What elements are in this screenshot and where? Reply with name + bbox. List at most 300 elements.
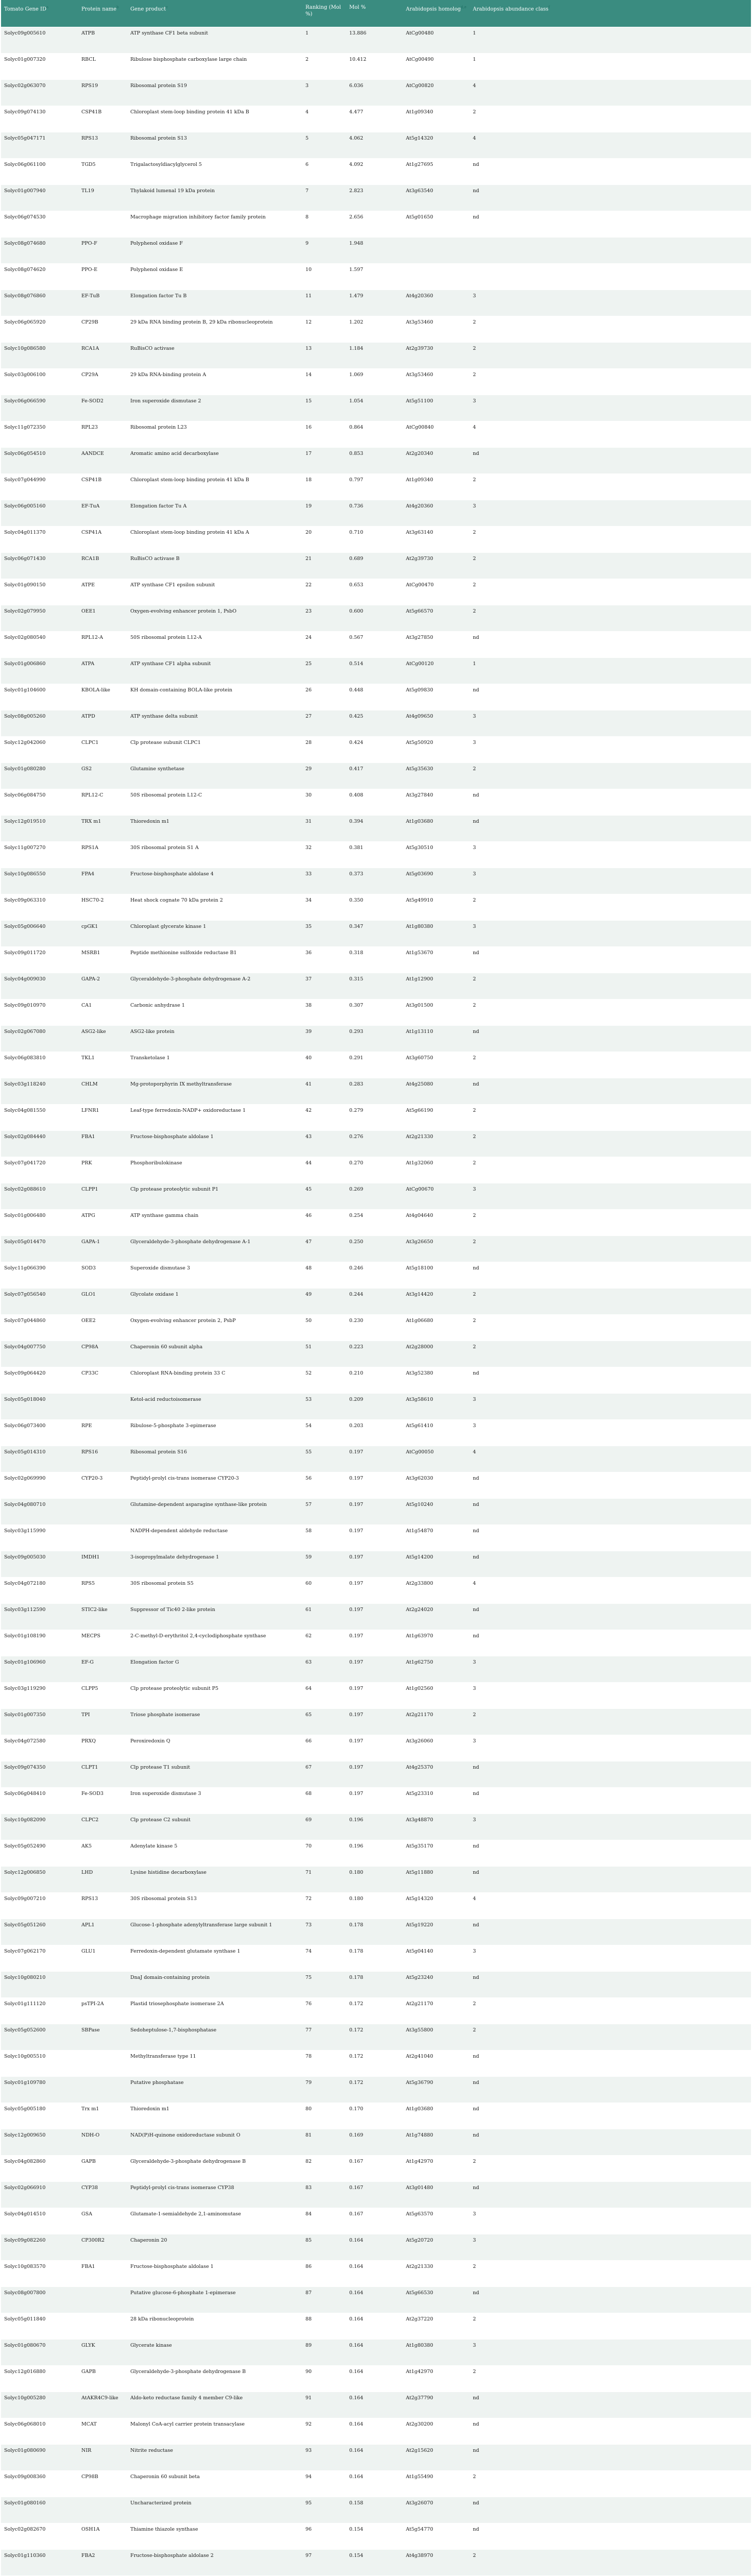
cell-arabidopsis-homolog: At5g09830	[403, 684, 470, 710]
cell-protein-name: OSH1A	[78, 2523, 127, 2549]
cell-arabidopsis-homolog: At5g20720	[403, 2234, 470, 2260]
cell-abundance-class: 2	[470, 2549, 751, 2575]
cell-ranking: 77	[302, 2024, 346, 2050]
cell-protein-name: LHD	[78, 1866, 127, 1892]
cell-mol-percent: 0.178	[346, 1971, 403, 1997]
cell-ranking: 55	[302, 1446, 346, 1472]
table-row	[1, 789, 751, 815]
cell-abundance-class: nd	[470, 2181, 751, 2208]
cell-ranking: 30	[302, 789, 346, 815]
table-row	[1, 1787, 751, 1814]
cell-ranking: 70	[302, 1840, 346, 1866]
cell-gene-product: RuBisCO activase	[127, 342, 302, 368]
cell-gene-product: Elongation factor Tu B	[127, 290, 302, 316]
cell-ranking: 5	[302, 132, 346, 158]
table-row	[1, 2181, 751, 2208]
cell-abundance-class: nd	[470, 158, 751, 184]
table-row	[1, 762, 751, 789]
cell-abundance-class: 3	[470, 1735, 751, 1761]
cell-mol-percent: 0.164	[346, 2392, 403, 2418]
table-row	[1, 579, 751, 605]
cell-gene-product: Suppressor of Tic40 2-like protein	[127, 1603, 302, 1630]
cell-protein-name: ATPB	[78, 27, 127, 53]
table-row	[1, 211, 751, 237]
cell-abundance-class: 3	[470, 1945, 751, 1971]
cell-gene-product: Ribosomal protein L23	[127, 421, 302, 447]
cell-ranking: 76	[302, 1997, 346, 2024]
cell-arabidopsis-homolog: At2g21170	[403, 1997, 470, 2024]
cell-mol-percent: 13.886	[346, 27, 403, 53]
cell-ranking: 92	[302, 2418, 346, 2444]
cell-arabidopsis-homolog: At4g04640	[403, 1209, 470, 1235]
cell-gene-product: 30S ribosomal protein S13	[127, 1892, 302, 1919]
cell-abundance-class: 3	[470, 841, 751, 868]
table-row	[1, 1498, 751, 1524]
cell-ranking: 6	[302, 158, 346, 184]
cell-tomato-gene-id: Solyc02g063070	[1, 79, 78, 106]
cell-abundance-class: nd	[470, 1761, 751, 1787]
cell-abundance-class: 2	[470, 894, 751, 920]
cell-ranking: 97	[302, 2549, 346, 2575]
cell-mol-percent: 0.164	[346, 2286, 403, 2313]
cell-tomato-gene-id: Solyc02g084440	[1, 1130, 78, 1157]
cell-ranking: 65	[302, 1708, 346, 1735]
table-row	[1, 1472, 751, 1498]
cell-mol-percent: 0.381	[346, 841, 403, 868]
cell-gene-product: Glyceraldehyde-3-phosphate dehydrogenase B	[127, 2155, 302, 2181]
cell-mol-percent: 0.164	[346, 2365, 403, 2392]
cell-tomato-gene-id: Solyc05g052600	[1, 2024, 78, 2050]
cell-tomato-gene-id: Solyc05g047171	[1, 132, 78, 158]
cell-protein-name: RPS16	[78, 1446, 127, 1472]
cell-tomato-gene-id: Solyc12g019510	[1, 815, 78, 841]
cell-abundance-class: nd	[470, 1367, 751, 1393]
cell-tomato-gene-id: Solyc08g074620	[1, 263, 78, 290]
table-row	[1, 106, 751, 132]
table-row	[1, 1551, 751, 1577]
cell-ranking: 61	[302, 1603, 346, 1630]
header-abundance-class: Arabidopsis abundance class$^f$	[473, 5, 550, 12]
cell-arabidopsis-homolog: At1g55490	[403, 2470, 470, 2497]
table-row	[1, 1682, 751, 1708]
cell-arabidopsis-homolog: At2g39730	[403, 552, 470, 579]
cell-ranking: 83	[302, 2181, 346, 2208]
cell-abundance-class: 3	[470, 1183, 751, 1209]
cell-tomato-gene-id: Solyc03g112590	[1, 1603, 78, 1630]
table-row	[1, 1209, 751, 1235]
table-row	[1, 605, 751, 631]
cell-protein-name: RPS5	[78, 1577, 127, 1603]
cell-gene-product: Ribosomal protein S16	[127, 1446, 302, 1472]
cell-protein-name: PPO-F	[78, 237, 127, 263]
cell-gene-product: Oxygen-evolving enhancer protein 1, PsbO	[127, 605, 302, 631]
cell-abundance-class: nd	[470, 184, 751, 211]
table-row	[1, 657, 751, 684]
cell-abundance-class	[470, 263, 751, 290]
cell-gene-product: NAD(P)H-quinone oxidoreductase subunit O	[127, 2129, 302, 2155]
cell-protein-name: RPL23	[78, 421, 127, 447]
cell-mol-percent: 0.172	[346, 2024, 403, 2050]
cell-protein-name: GAPB	[78, 2155, 127, 2181]
table-row	[1, 999, 751, 1025]
table-row	[1, 27, 751, 53]
cell-abundance-class: 3	[470, 920, 751, 946]
cell-arabidopsis-homolog: At2g37790	[403, 2392, 470, 2418]
cell-arabidopsis-homolog: At5g61410	[403, 1419, 470, 1446]
cell-arabidopsis-homolog: At4g25370	[403, 1761, 470, 1787]
cell-abundance-class: 3	[470, 1814, 751, 1840]
cell-arabidopsis-homolog: At5g01650	[403, 211, 470, 237]
cell-abundance-class: nd	[470, 1840, 751, 1866]
cell-arabidopsis-homolog: AtCg00840	[403, 421, 470, 447]
table-row	[1, 1577, 751, 1603]
cell-gene-product: NADPH-dependent aldehyde reductase	[127, 1524, 302, 1551]
table-row	[1, 815, 751, 841]
cell-gene-product: Glycerate kinase	[127, 2339, 302, 2365]
cell-tomato-gene-id: Solyc05g005180	[1, 2103, 78, 2129]
cell-abundance-class: 3	[470, 2234, 751, 2260]
cell-ranking: 78	[302, 2050, 346, 2076]
cell-mol-percent: 0.350	[346, 894, 403, 920]
cell-gene-product: Thioredoxin m1	[127, 815, 302, 841]
cell-gene-product: Carbonic anhydrase 1	[127, 999, 302, 1025]
cell-arabidopsis-homolog: At1g54870	[403, 1524, 470, 1551]
cell-gene-product: Aldo-keto reductase family 4 member C9-like	[127, 2392, 302, 2418]
cell-ranking: 9	[302, 237, 346, 263]
cell-tomato-gene-id: Solyc09g007210	[1, 1892, 78, 1919]
cell-abundance-class: nd	[470, 1630, 751, 1656]
cell-tomato-gene-id: Solyc08g005260	[1, 710, 78, 736]
cell-arabidopsis-homolog: At2g41040	[403, 2050, 470, 2076]
table-row	[1, 1945, 751, 1971]
cell-mol-percent: 0.172	[346, 2076, 403, 2103]
cell-abundance-class: 2	[470, 526, 751, 552]
cell-abundance-class: nd	[470, 1262, 751, 1288]
cell-protein-name	[78, 1393, 127, 1419]
cell-mol-percent: 0.425	[346, 710, 403, 736]
cell-abundance-class: nd	[470, 2286, 751, 2313]
cell-ranking: 87	[302, 2286, 346, 2313]
table-row	[1, 552, 751, 579]
table-row	[1, 841, 751, 868]
cell-arabidopsis-homolog: At5g23240	[403, 1971, 470, 1997]
cell-tomato-gene-id: Solyc05g018040	[1, 1393, 78, 1419]
cell-arabidopsis-homolog: At2g24020	[403, 1603, 470, 1630]
cell-ranking: 46	[302, 1209, 346, 1235]
table-row	[1, 1157, 751, 1183]
cell-protein-name	[78, 1971, 127, 1997]
cell-gene-product: Chaperonin 60 subunit alpha	[127, 1341, 302, 1367]
table-row	[1, 1919, 751, 1945]
cell-mol-percent: 0.448	[346, 684, 403, 710]
cell-ranking: 4	[302, 106, 346, 132]
cell-mol-percent: 0.244	[346, 1288, 403, 1314]
cell-arabidopsis-homolog: At3g27850	[403, 631, 470, 657]
cell-ranking: 75	[302, 1971, 346, 1997]
cell-arabidopsis-homolog	[403, 263, 470, 290]
cell-ranking: 58	[302, 1524, 346, 1551]
cell-protein-name: CP33C	[78, 1367, 127, 1393]
table-row	[1, 2286, 751, 2313]
cell-abundance-class: nd	[470, 211, 751, 237]
cell-ranking: 35	[302, 920, 346, 946]
cell-mol-percent: 0.167	[346, 2181, 403, 2208]
cell-mol-percent: 0.197	[346, 1472, 403, 1498]
cell-ranking: 37	[302, 973, 346, 999]
table-row	[1, 2076, 751, 2103]
cell-arabidopsis-homolog: AtCg00480	[403, 27, 470, 53]
cell-gene-product: ATP synthase CF1 alpha subunit	[127, 657, 302, 684]
cell-protein-name: CYP38	[78, 2181, 127, 2208]
cell-protein-name: RPE	[78, 1419, 127, 1446]
cell-mol-percent: 2.656	[346, 211, 403, 237]
cell-mol-percent: 0.180	[346, 1866, 403, 1892]
cell-protein-name: LFNR1	[78, 1104, 127, 1130]
cell-protein-name: Fe-SOD3	[78, 1787, 127, 1814]
cell-gene-product: DnaJ domain-containing protein	[127, 1971, 302, 1997]
cell-mol-percent: 0.154	[346, 2523, 403, 2549]
cell-tomato-gene-id: Solyc03g119290	[1, 1682, 78, 1708]
cell-protein-name: ATPG	[78, 1209, 127, 1235]
cell-mol-percent: 4.062	[346, 132, 403, 158]
cell-protein-name: ASG2-like	[78, 1025, 127, 1052]
cell-arabidopsis-homolog: At3g26650	[403, 1235, 470, 1262]
cell-arabidopsis-homolog: At1g02560	[403, 1682, 470, 1708]
cell-mol-percent: 0.223	[346, 1341, 403, 1367]
cell-gene-product: Polyphenol oxidase E	[127, 263, 302, 290]
cell-tomato-gene-id: Solyc05g006640	[1, 920, 78, 946]
cell-protein-name: GS2	[78, 762, 127, 789]
table-row	[1, 1052, 751, 1078]
table-row	[1, 290, 751, 316]
cell-tomato-gene-id: Solyc06g071430	[1, 552, 78, 579]
cell-ranking: 52	[302, 1367, 346, 1393]
cell-protein-name: GLYK	[78, 2339, 127, 2365]
cell-protein-name: RBCL	[78, 53, 127, 79]
cell-ranking: 79	[302, 2076, 346, 2103]
cell-abundance-class: 2	[470, 473, 751, 500]
cell-abundance-class: 4	[470, 1577, 751, 1603]
cell-tomato-gene-id: Solyc06g083810	[1, 1052, 78, 1078]
cell-abundance-class: 2	[470, 999, 751, 1025]
cell-tomato-gene-id: Solyc09g064420	[1, 1367, 78, 1393]
cell-protein-name: CHLM	[78, 1078, 127, 1104]
cell-mol-percent: 0.230	[346, 1314, 403, 1341]
cell-tomato-gene-id: Solyc06g054510	[1, 447, 78, 473]
cell-protein-name: psTPI-2A	[78, 1997, 127, 2024]
cell-tomato-gene-id: Solyc05g014470	[1, 1235, 78, 1262]
cell-abundance-class: 2	[470, 1157, 751, 1183]
cell-gene-product: Putative glucose-6-phosphate 1-epimerase	[127, 2286, 302, 2313]
cell-gene-product: Thioredoxin m1	[127, 2103, 302, 2129]
cell-mol-percent: 0.158	[346, 2497, 403, 2523]
table-row	[1, 2470, 751, 2497]
table-row	[1, 946, 751, 973]
cell-abundance-class: nd	[470, 1524, 751, 1551]
table-row	[1, 1735, 751, 1761]
cell-gene-product: Ferredoxin-dependent glutamate synthase 1	[127, 1945, 302, 1971]
cell-arabidopsis-homolog: At1g80380	[403, 2339, 470, 2365]
cell-arabidopsis-homolog: At5g18100	[403, 1262, 470, 1288]
table-row	[1, 1183, 751, 1209]
cell-ranking: 28	[302, 736, 346, 762]
cell-arabidopsis-homolog: At2g30200	[403, 2418, 470, 2444]
cell-gene-product: Chaperonin 60 subunit beta	[127, 2470, 302, 2497]
cell-gene-product: Fructose-bisphosphate aldolase 4	[127, 868, 302, 894]
cell-mol-percent: 0.169	[346, 2129, 403, 2155]
cell-protein-name: EF-TuB	[78, 290, 127, 316]
cell-ranking: 64	[302, 1682, 346, 1708]
cell-tomato-gene-id: Solyc04g072180	[1, 1577, 78, 1603]
cell-mol-percent: 0.178	[346, 1945, 403, 1971]
cell-gene-product: Glyceraldehyde-3-phosphate dehydrogenase A-1	[127, 1235, 302, 1262]
cell-arabidopsis-homolog: At1g09340	[403, 106, 470, 132]
cell-ranking: 45	[302, 1183, 346, 1209]
cell-abundance-class: 1	[470, 53, 751, 79]
cell-arabidopsis-homolog: At5g14320	[403, 1892, 470, 1919]
cell-protein-name: EF-TuA	[78, 500, 127, 526]
cell-protein-name: CP29B	[78, 316, 127, 342]
cell-mol-percent: 0.864	[346, 421, 403, 447]
cell-arabidopsis-homolog: At3g01480	[403, 2181, 470, 2208]
cell-gene-product: Oxygen-evolving enhancer protein 2, PsbP	[127, 1314, 302, 1341]
cell-ranking: 94	[302, 2470, 346, 2497]
cell-tomato-gene-id: Solyc01g111120	[1, 1997, 78, 2024]
cell-ranking: 60	[302, 1577, 346, 1603]
cell-protein-name: RPL12-C	[78, 789, 127, 815]
cell-ranking: 67	[302, 1761, 346, 1787]
cell-arabidopsis-homolog: At1g06680	[403, 1314, 470, 1341]
cell-protein-name	[78, 2286, 127, 2313]
cell-gene-product: Transketolase 1	[127, 1052, 302, 1078]
cell-gene-product: Methyltransferase type 11	[127, 2050, 302, 2076]
cell-tomato-gene-id: Solyc02g079950	[1, 605, 78, 631]
cell-protein-name: cpGK1	[78, 920, 127, 946]
cell-abundance-class: nd	[470, 2444, 751, 2470]
cell-ranking: 10	[302, 263, 346, 290]
cell-ranking: 54	[302, 1419, 346, 1446]
cell-arabidopsis-homolog: At1g32060	[403, 1157, 470, 1183]
cell-protein-name: RCA1A	[78, 342, 127, 368]
table-row	[1, 2208, 751, 2234]
cell-abundance-class: 2	[470, 2470, 751, 2497]
table-row	[1, 1341, 751, 1367]
cell-arabidopsis-homolog: At1g74880	[403, 2129, 470, 2155]
cell-mol-percent: 0.164	[346, 2418, 403, 2444]
cell-mol-percent: 4.092	[346, 158, 403, 184]
cell-gene-product: Clp protease subunit CLPC1	[127, 736, 302, 762]
table-row	[1, 973, 751, 999]
cell-protein-name: GLO1	[78, 1288, 127, 1314]
cell-mol-percent: 1.597	[346, 263, 403, 290]
cell-ranking: 19	[302, 500, 346, 526]
cell-mol-percent: 0.196	[346, 1840, 403, 1866]
cell-tomato-gene-id: Solyc01g110360	[1, 2549, 78, 2575]
cell-protein-name: ATPA	[78, 657, 127, 684]
cell-mol-percent: 0.178	[346, 1919, 403, 1945]
cell-protein-name: GAPB	[78, 2365, 127, 2392]
cell-abundance-class: 2	[470, 605, 751, 631]
table-row	[1, 1288, 751, 1314]
cell-ranking: 11	[302, 290, 346, 316]
cell-mol-percent: 0.197	[346, 1498, 403, 1524]
cell-mol-percent: 0.197	[346, 1656, 403, 1682]
cell-tomato-gene-id: Solyc04g014510	[1, 2208, 78, 2234]
cell-ranking: 26	[302, 684, 346, 710]
cell-abundance-class: 2	[470, 2155, 751, 2181]
cell-ranking: 96	[302, 2523, 346, 2549]
cell-tomato-gene-id: Solyc10g082090	[1, 1814, 78, 1840]
cell-arabidopsis-homolog: At2g21330	[403, 1130, 470, 1157]
cell-protein-name: CLPC2	[78, 1814, 127, 1840]
cell-ranking: 43	[302, 1130, 346, 1157]
cell-gene-product: RuBisCO activase B	[127, 552, 302, 579]
table-row	[1, 2418, 751, 2444]
cell-gene-product: Fructose-bisphosphate aldolase 1	[127, 2260, 302, 2286]
cell-mol-percent: 0.164	[346, 2444, 403, 2470]
cell-gene-product: 50S ribosomal protein L12-A	[127, 631, 302, 657]
cell-tomato-gene-id: Solyc04g007750	[1, 1341, 78, 1367]
cell-tomato-gene-id: Solyc09g005030	[1, 1551, 78, 1577]
cell-ranking: 81	[302, 2129, 346, 2155]
cell-protein-name: TPI	[78, 1708, 127, 1735]
cell-protein-name: RPS13	[78, 132, 127, 158]
cell-ranking: 91	[302, 2392, 346, 2418]
cell-tomato-gene-id: Solyc09g005610	[1, 27, 78, 53]
cell-arabidopsis-homolog: At5g63570	[403, 2208, 470, 2234]
cell-protein-name: PPO-E	[78, 263, 127, 290]
cell-ranking: 31	[302, 815, 346, 841]
cell-arabidopsis-homolog: At5g36790	[403, 2076, 470, 2103]
cell-ranking: 47	[302, 1235, 346, 1262]
cell-tomato-gene-id: Solyc01g007350	[1, 1708, 78, 1735]
cell-abundance-class: 1	[470, 27, 751, 53]
cell-ranking: 56	[302, 1472, 346, 1498]
cell-mol-percent: 0.270	[346, 1157, 403, 1183]
cell-gene-product: 28 kDa ribonucleoprotein	[127, 2313, 302, 2339]
cell-protein-name: GAPA-1	[78, 1235, 127, 1262]
cell-arabidopsis-homolog: At5g66530	[403, 2286, 470, 2313]
cell-ranking: 15	[302, 395, 346, 421]
cell-gene-product: ATP synthase delta subunit	[127, 710, 302, 736]
cell-arabidopsis-homolog: AtCg00820	[403, 79, 470, 106]
cell-protein-name: OEE2	[78, 1314, 127, 1341]
cell-mol-percent: 0.246	[346, 1262, 403, 1288]
cell-abundance-class: 2	[470, 368, 751, 395]
cell-tomato-gene-id: Solyc01g080690	[1, 2444, 78, 2470]
cell-tomato-gene-id: Solyc12g042060	[1, 736, 78, 762]
cell-protein-name: CP29A	[78, 368, 127, 395]
cell-mol-percent: 0.307	[346, 999, 403, 1025]
cell-abundance-class: 3	[470, 736, 751, 762]
header-mol-percent: Mol %	[349, 5, 366, 10]
cell-protein-name: RPS19	[78, 79, 127, 106]
cell-gene-product: Glyceraldehyde-3-phosphate dehydrogenase A-2	[127, 973, 302, 999]
cell-ranking: 80	[302, 2103, 346, 2129]
cell-gene-product: ATP synthase CF1 epsilon subunit	[127, 579, 302, 605]
cell-abundance-class: 2	[470, 106, 751, 132]
table-row	[1, 395, 751, 421]
cell-protein-name: EF-G	[78, 1656, 127, 1682]
cell-gene-product: Clp protease T1 subunit	[127, 1761, 302, 1787]
table-row	[1, 473, 751, 500]
cell-tomato-gene-id: Solyc12g006850	[1, 1866, 78, 1892]
cell-mol-percent: 0.164	[346, 2234, 403, 2260]
cell-abundance-class: 2	[470, 1997, 751, 2024]
cell-arabidopsis-homolog: At5g30510	[403, 841, 470, 868]
cell-protein-name: TL19	[78, 184, 127, 211]
cell-abundance-class: 3	[470, 1419, 751, 1446]
